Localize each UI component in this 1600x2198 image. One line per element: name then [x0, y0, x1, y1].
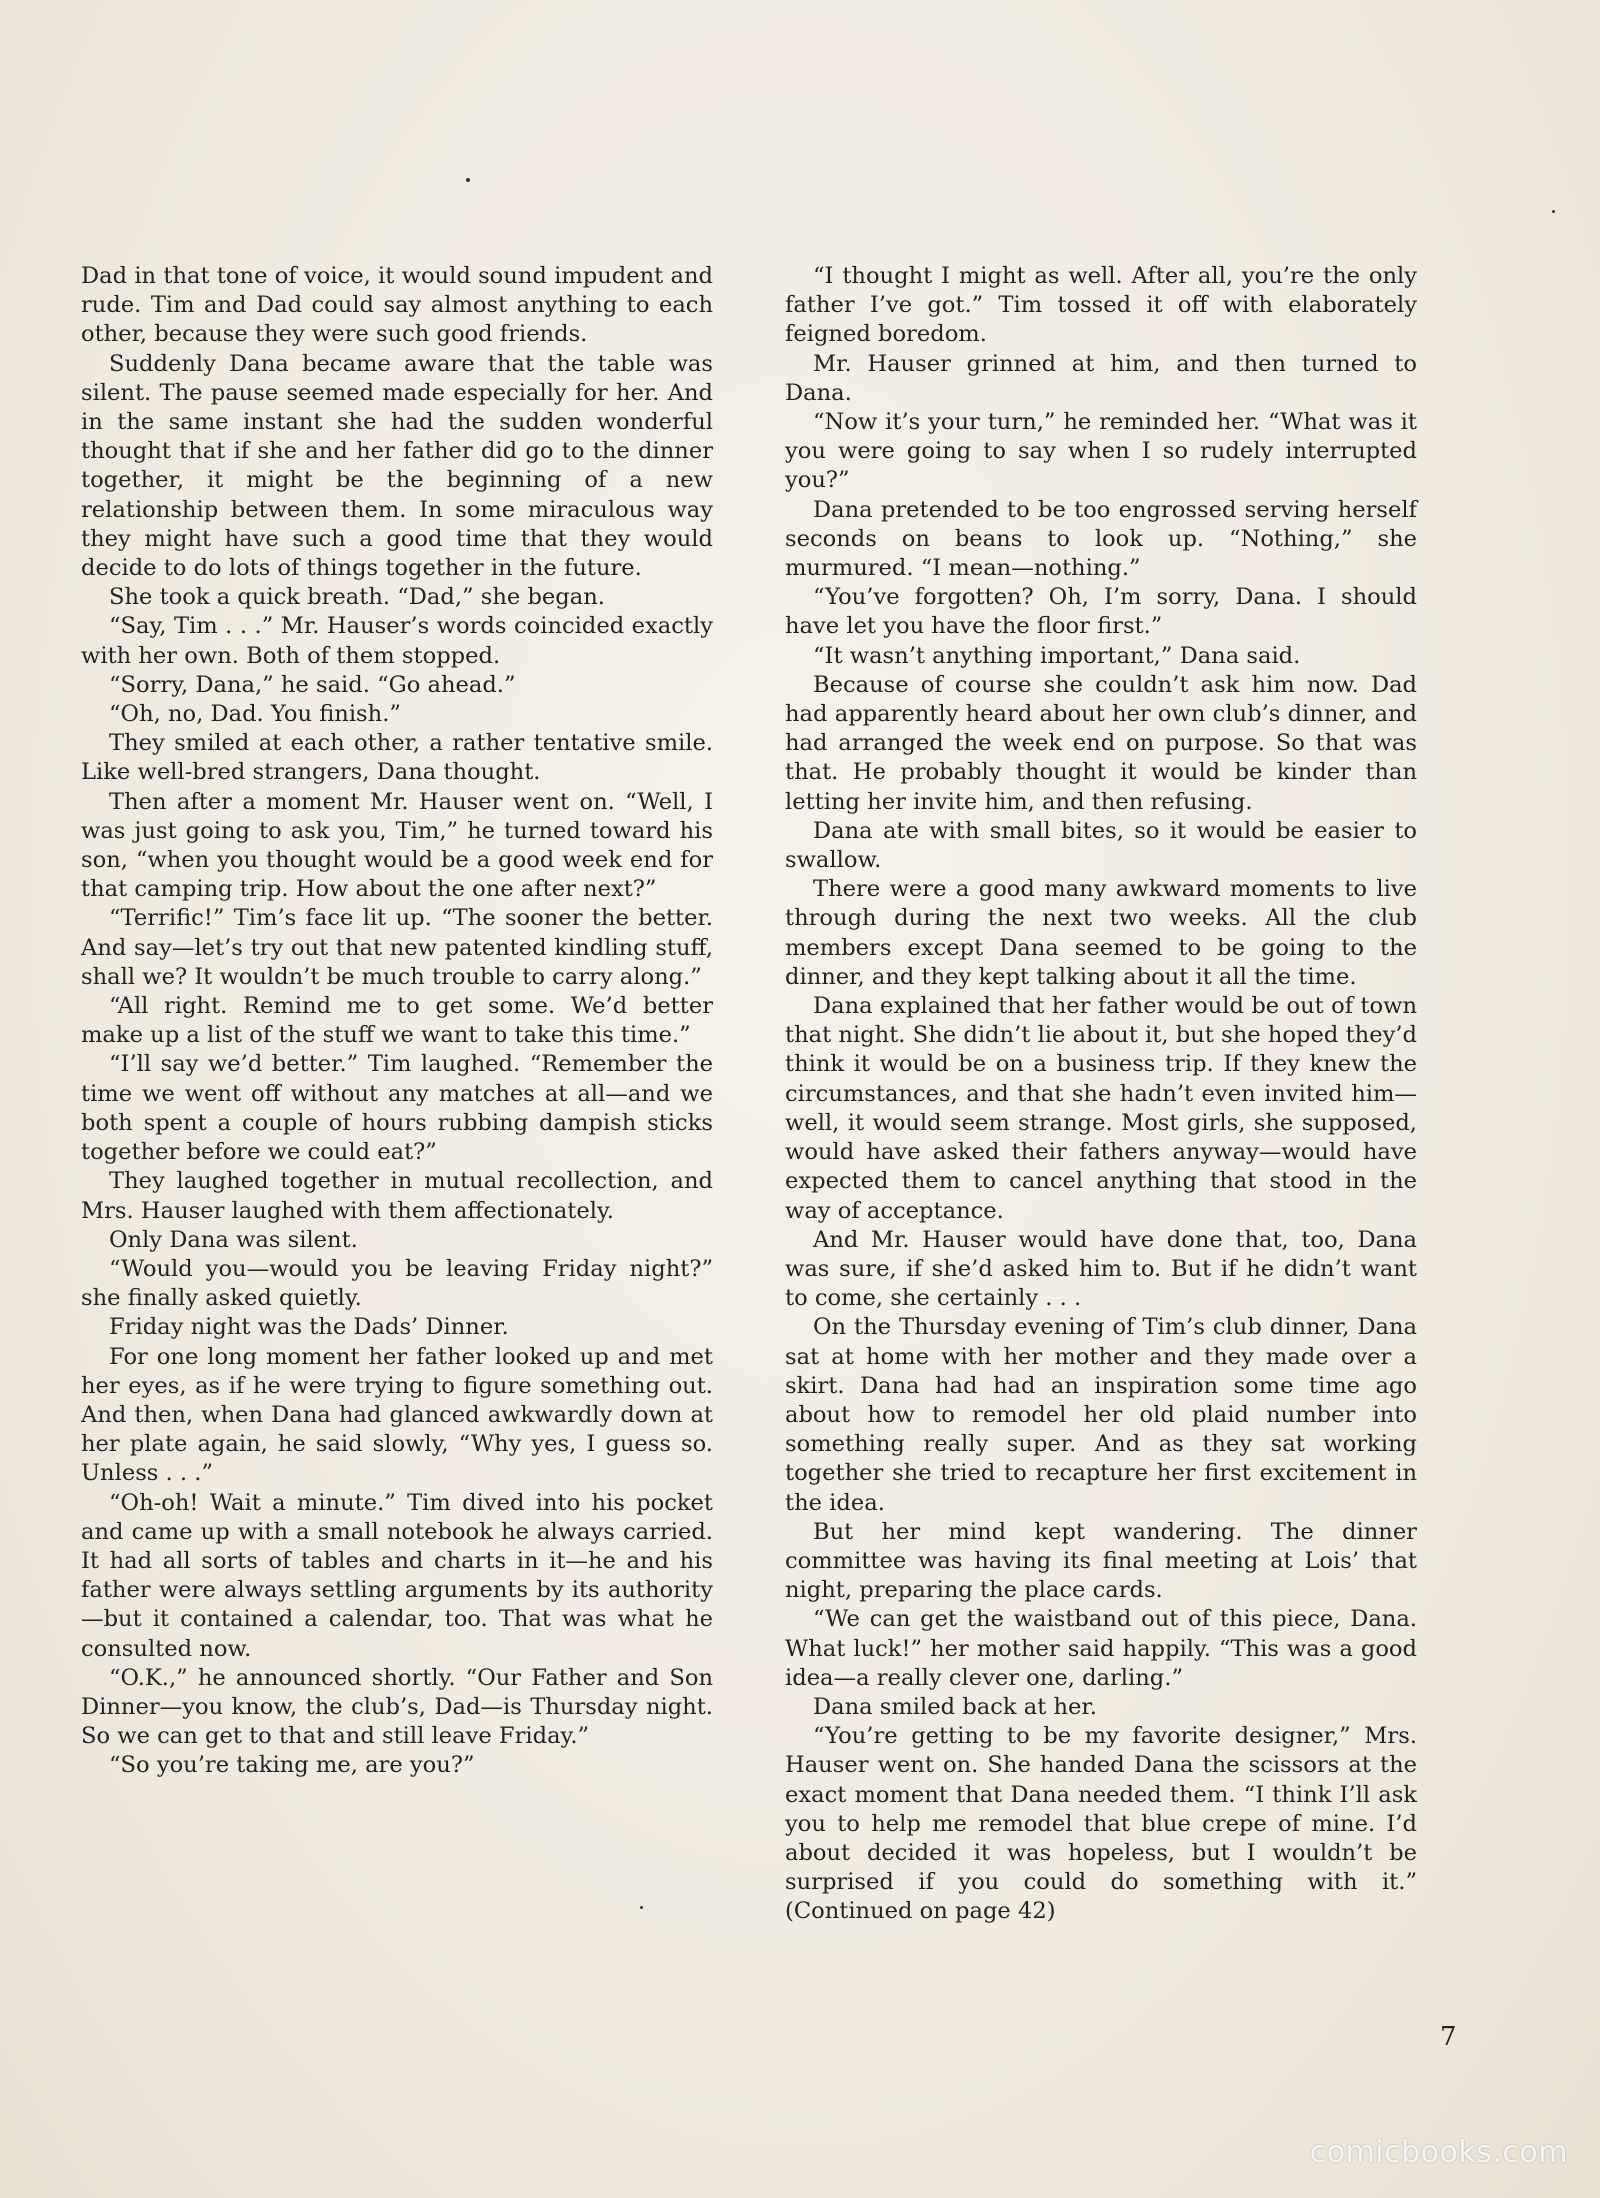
paragraph: But her mind kept wandering. The dinner committee was having its final meeting at Lois’ that night, preparing the place cards.: [785, 1518, 1417, 1604]
paragraph: And Mr. Hauser would have done that, too, Dana was sure, if she’d asked him to. But if he didn’t want to come, she certainly . . .: [785, 1226, 1417, 1312]
paragraph: Dad in that tone of voice, it would sound impudent and rude. Tim and Dad could say almost anything to each other, because they were such good friends.: [81, 263, 713, 348]
paragraph: “Now it’s your turn,” he reminded her. “What was it you were going to say when I so rudely interrupted you?”: [785, 409, 1417, 494]
paragraph: “Oh-oh! Wait a minute.” Tim dived into his pocket and came up with a small notebook he always carried. It had all sorts of tables and charts in it—he and his father were always settling arguments by its authority—but it contained a calendar, too. That was what he consulted now.: [81, 1489, 713, 1662]
paragraph: “All right. Remind me to get some. We’d better make up a list of the stuff we want to take this time.”: [81, 993, 713, 1049]
paragraph: Mr. Hauser grinned at him, and then turned to Dana.: [785, 350, 1417, 406]
paragraph: “I thought I might as well. After all, you’re the only father I’ve got.” Tim tossed it off with elaborately feigned boredom.: [785, 263, 1417, 348]
left-text-column: [81, 262, 713, 1781]
paragraph: “I’ll say we’d better.” Tim laughed. “Remember the time we went off without any matches at all—and we both spent a couple of hours rubbing dampish sticks together before we could eat?”: [81, 1051, 713, 1166]
paragraph: Suddenly Dana became aware that the table was silent. The pause seemed made especially for her. And in the same instant she had the sudden wonderful thought that if she and her father did go to the dinner together, it might be the beginning of a new relationship between them. In some miraculous way they might have such a good time that they would decide to do lots of things together in the future.: [81, 350, 713, 582]
paragraph: There were a good many awkward moments to live through during the next two weeks. All the club members except Dana seemed to be going to the dinner, and they kept talking about it all the time.: [785, 876, 1417, 990]
paragraph: Then after a moment Mr. Hauser went on. “Well, I was just going to ask you, Tim,” he turned toward his son, “when you thought would be a good week end for that camping trip. How about the one after next?”: [81, 788, 713, 903]
paragraph: They smiled at each other, a rather tentative smile. Like well-bred strangers, Dana thought.: [81, 730, 713, 786]
paragraph: Dana smiled back at her.: [813, 1693, 1097, 1720]
paragraph: “Oh, no, Dad. You finish.”: [109, 701, 401, 728]
site-watermark: comicbooks.com: [1309, 2135, 1568, 2170]
paragraph: Because of course she couldn’t ask him now. Dad had apparently heard about her own club’s dinner, and had arranged the week end on purpose. So that was that. He probably thought it would be kinder than letting her invite him, and then refusing.: [785, 671, 1417, 815]
print-speck: [466, 178, 470, 182]
print-speck: [640, 1906, 643, 1909]
print-speck: [1552, 210, 1555, 213]
paragraph: She took a quick breath. “Dad,” she began.: [109, 584, 605, 611]
paragraph: “Say, Tim . . .” Mr. Hauser’s words coincided exactly with her own. Both of them stopped.: [81, 613, 713, 669]
paragraph: “So you’re taking me, are you?”: [109, 1752, 475, 1779]
paragraph: They laughed together in mutual recollection, and Mrs. Hauser laughed with them affectionately.: [81, 1168, 713, 1224]
paragraph: For one long moment her father looked up and met her eyes, as if he were trying to figure something out. And then, when Dana had glanced awkwardly down at her plate again, he said slowly, “Why yes, I guess so. Unless . . .”: [81, 1343, 713, 1487]
paragraph: Dana ate with small bites, so it would be easier to swallow.: [785, 817, 1417, 874]
right-text-column: [785, 262, 1417, 1927]
paragraph: Friday night was the Dads’ Dinner.: [109, 1314, 509, 1341]
paragraph: Dana pretended to be too engrossed serving herself seconds on beans to look up. “Nothing,” she murmured. “I mean—nothing.”: [785, 496, 1417, 582]
paragraph: “It wasn’t anything important,” Dana said.: [813, 642, 1301, 669]
paragraph: Only Dana was silent.: [109, 1226, 358, 1253]
paragraph: “O.K.,” he announced shortly. “Our Father and Son Dinner—you know, the club’s, Dad—is Thursday night. So we can get to that and still leave Friday.”: [81, 1664, 713, 1750]
paragraph: On the Thursday evening of Tim’s club dinner, Dana sat at home with her mother and they made over a skirt. Dana had had an inspiration some time ago about how to remodel her old plaid number into something really super. And as they sat working together she tried to recapture her first excitement in the idea.: [785, 1314, 1417, 1516]
paragraph: “Terrific!” Tim’s face lit up. “The sooner the better. And say—let’s try out that new patented kindling stuff, shall we? It wouldn’t be much trouble to carry along.”: [81, 905, 713, 990]
paragraph: “We can get the waistband out of this piece, Dana. What luck!” her mother said happily. “This was a good idea—a really clever one, darling.”: [785, 1606, 1417, 1691]
paragraph: “Sorry, Dana,” he said. “Go ahead.”: [109, 671, 516, 698]
page-number: 7: [1440, 2022, 1457, 2052]
paragraph: “You’re getting to be my favorite designer,” Mrs. Hauser went on. She handed Dana the scissors at the exact moment that Dana needed them. “I think I’ll ask you to help me remodel that blue crepe of mine. I’d about decided it was hopeless, but I wouldn’t be surprised if you could do something with it.” (Continued on page 42): [785, 1723, 1417, 1925]
paragraph: Dana explained that her father would be out of town that night. She didn’t lie about it, but she hoped they’d think it would be on a business trip. If they knew the circumstances, and that she hadn’t even invited him—well, it would seem strange. Most girls, she supposed, would have asked their fathers anyway—would have expected them to cancel anything that stood in the way of acceptance.: [785, 993, 1417, 1224]
paragraph: “You’ve forgotten? Oh, I’m sorry, Dana. I should have let you have the floor first.”: [785, 584, 1417, 640]
paragraph: “Would you—would you be leaving Friday night?” she finally asked quietly.: [81, 1255, 713, 1312]
